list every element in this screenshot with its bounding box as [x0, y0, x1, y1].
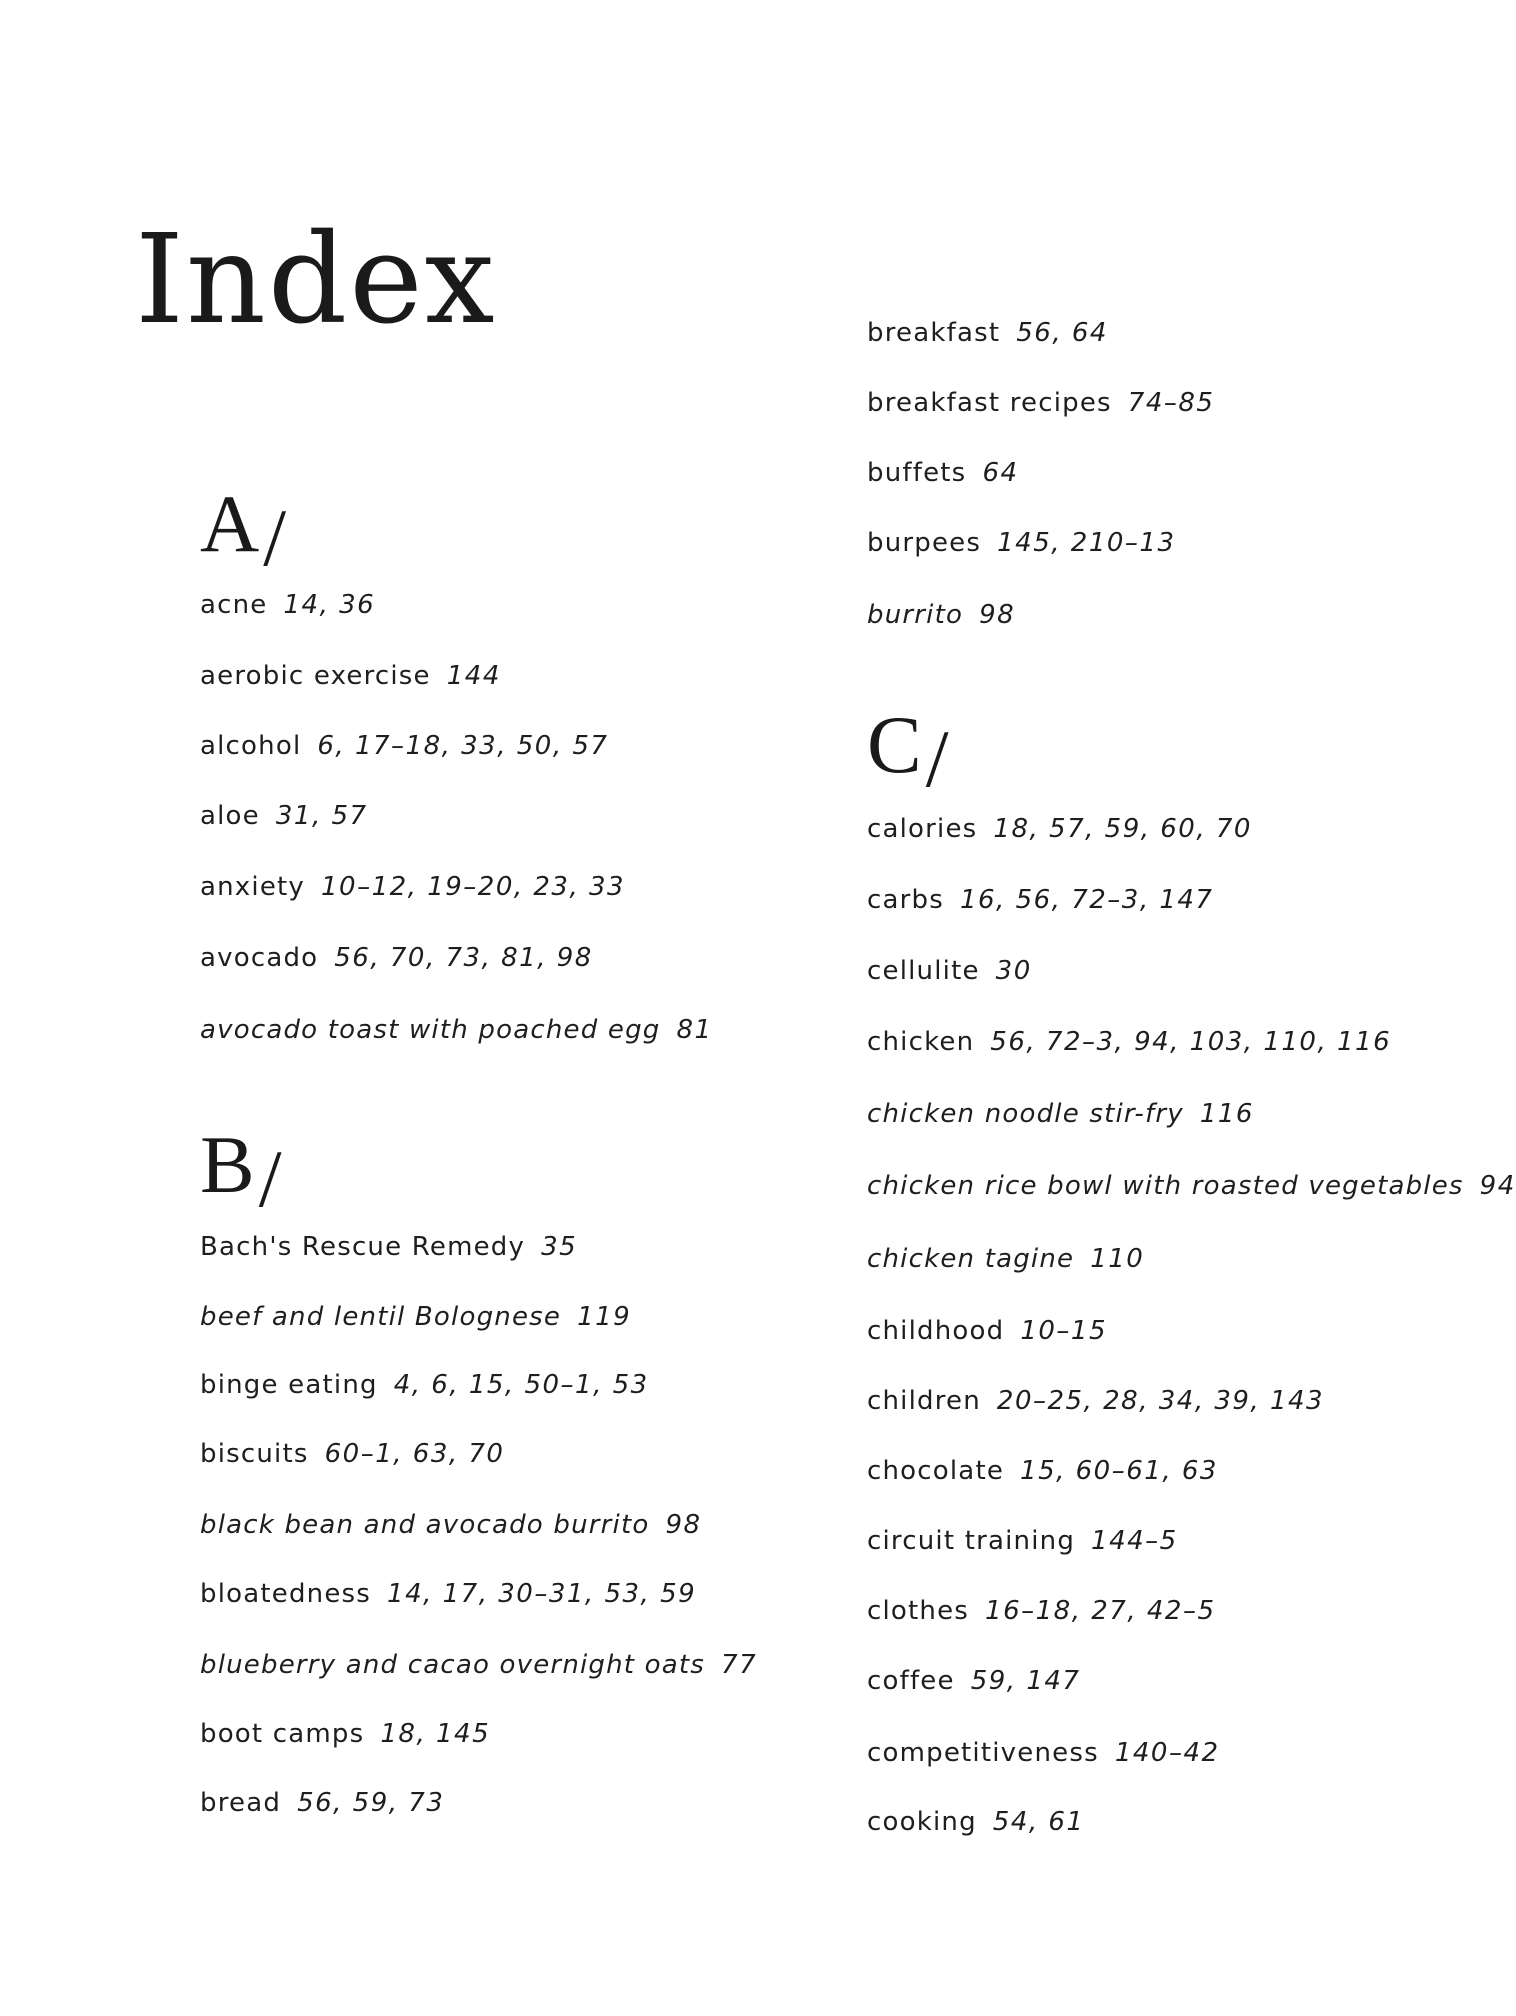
entry-term: clothes [867, 1596, 970, 1626]
entry-term: burrito [867, 600, 964, 630]
index-entry [200, 945, 593, 971]
entry-pages: 15, 60–61, 63 [1020, 1456, 1218, 1486]
entry-pages: 30 [995, 956, 1032, 986]
entry-pages: 59, 147 [970, 1666, 1081, 1696]
entry-term: acne [200, 590, 268, 620]
entry-term: carbs [867, 885, 944, 915]
index-entry [867, 530, 1176, 556]
entry-pages: 81 [676, 1015, 713, 1045]
entry-term: chocolate [867, 1456, 1005, 1486]
entry-pages: 35 [541, 1232, 578, 1262]
section-heading-b [200, 1119, 282, 1224]
entry-pages: 6, 17–18, 33, 50, 57 [317, 731, 609, 761]
entry-pages: 98 [665, 1510, 702, 1540]
index-entry [200, 1581, 696, 1607]
entry-pages: 94 [1479, 1171, 1516, 1201]
entry-term: biscuits [200, 1439, 309, 1469]
index-entry [200, 733, 608, 759]
entry-pages: 14, 17, 30–31, 53, 59 [387, 1579, 697, 1609]
page-title: Index [135, 208, 497, 352]
entry-term: cooking [867, 1807, 977, 1837]
index-entry [867, 1740, 1220, 1766]
entry-term: childhood [867, 1316, 1005, 1346]
entry-term: bread [200, 1788, 282, 1818]
entry-pages: 98 [979, 600, 1016, 630]
index-entry [867, 1388, 1324, 1414]
entry-pages: 16, 56, 72–3, 147 [959, 885, 1214, 915]
entry-pages: 56, 64 [1016, 318, 1108, 348]
entry-pages: 14, 36 [283, 590, 376, 620]
index-entry [867, 1318, 1107, 1344]
entry-term: breakfast recipes [867, 388, 1112, 418]
section-heading-c [867, 699, 949, 804]
entry-pages: 20–25, 28, 34, 39, 143 [996, 1386, 1325, 1416]
entry-term: cellulite [867, 956, 980, 986]
entry-pages: 116 [1199, 1099, 1254, 1129]
entry-pages: 10–12, 19–20, 23, 33 [321, 872, 626, 902]
entry-pages: 119 [577, 1302, 632, 1332]
index-entry [867, 1668, 1080, 1694]
index-entry [867, 390, 1214, 416]
entry-pages: 16–18, 27, 42–5 [985, 1596, 1216, 1626]
entry-term: calories [867, 814, 978, 844]
section-letter: C [867, 699, 922, 790]
index-entry [200, 874, 625, 900]
index-entry [200, 803, 368, 829]
index-entry [867, 1809, 1084, 1835]
index-entry [867, 1173, 1516, 1199]
entry-term: binge eating [200, 1370, 378, 1400]
entry-term: burpees [867, 528, 982, 558]
index-entry [867, 1598, 1215, 1624]
index-entry [867, 320, 1108, 346]
entry-pages: 144 [446, 661, 501, 691]
entry-pages: 10–15 [1020, 1316, 1107, 1346]
entry-pages: 140–42 [1114, 1738, 1220, 1768]
entry-pages: 56, 72–3, 94, 103, 110, 116 [990, 1027, 1392, 1057]
section-heading-a [200, 478, 287, 583]
entry-pages: 56, 59, 73 [297, 1788, 445, 1818]
index-entry [867, 1029, 1391, 1055]
entry-pages: 31, 57 [275, 801, 368, 831]
index-entry [200, 663, 501, 689]
entry-pages: 18, 57, 59, 60, 70 [993, 814, 1252, 844]
entry-pages: 56, 70, 73, 81, 98 [334, 943, 593, 973]
index-entry [200, 1441, 504, 1467]
entry-pages: 144–5 [1091, 1526, 1178, 1556]
section-slash: / [925, 713, 949, 804]
entry-term: breakfast [867, 318, 1001, 348]
entry-pages: 18, 145 [380, 1719, 491, 1749]
index-entry [200, 1652, 757, 1678]
entry-term: black bean and avocado burrito [200, 1510, 650, 1540]
entry-term: chicken rice bowl with roasted vegetables [867, 1171, 1464, 1201]
index-entry [867, 887, 1213, 913]
entry-pages: 74–85 [1127, 388, 1215, 418]
entry-term: alcohol [200, 731, 302, 761]
index-entry [867, 1246, 1144, 1272]
entry-term: avocado toast with poached egg [200, 1015, 661, 1045]
entry-term: bloatedness [200, 1579, 372, 1609]
entry-pages: 145, 210–13 [997, 528, 1176, 558]
entry-term: aerobic exercise [200, 661, 431, 691]
entry-term: Bach's Rescue Remedy [200, 1232, 526, 1262]
entry-term: competitiveness [867, 1738, 1099, 1768]
entry-pages: 60–1, 63, 70 [324, 1439, 505, 1469]
entry-term: blueberry and cacao overnight oats [200, 1650, 706, 1680]
section-slash: / [263, 492, 287, 583]
index-entry [200, 1790, 444, 1816]
entry-pages: 110 [1090, 1244, 1145, 1274]
entry-term: boot camps [200, 1719, 365, 1749]
index-entry [867, 602, 1015, 628]
entry-term: coffee [867, 1666, 955, 1696]
entry-pages: 64 [982, 458, 1019, 488]
index-entry [867, 958, 1032, 984]
index-entry [200, 1304, 631, 1330]
index-entry [200, 1721, 490, 1747]
index-entry [200, 1512, 702, 1538]
index-entry [200, 1234, 577, 1260]
entry-term: anxiety [200, 872, 305, 902]
index-entry [200, 1017, 713, 1043]
entry-term: aloe [200, 801, 260, 831]
entry-term: avocado [200, 943, 319, 973]
entry-term: children [867, 1386, 981, 1416]
entry-pages: 77 [721, 1650, 758, 1680]
section-letter: B [200, 1119, 255, 1210]
entry-pages: 54, 61 [992, 1807, 1085, 1837]
index-entry [200, 1372, 649, 1398]
entry-term: circuit training [867, 1526, 1076, 1556]
index-entry [200, 592, 375, 618]
index-entry [867, 460, 1019, 486]
entry-term: chicken tagine [867, 1244, 1075, 1274]
index-entry [867, 1458, 1218, 1484]
index-entry [867, 1528, 1178, 1554]
entry-term: chicken [867, 1027, 975, 1057]
entry-term: beef and lentil Bolognese [200, 1302, 562, 1332]
entry-term: chicken noodle stir-fry [867, 1099, 1184, 1129]
entry-term: buffets [867, 458, 967, 488]
section-letter: A [200, 478, 260, 569]
entry-pages: 4, 6, 15, 50–1, 53 [393, 1370, 649, 1400]
section-slash: / [258, 1133, 282, 1224]
index-entry [867, 816, 1252, 842]
index-entry [867, 1101, 1254, 1127]
